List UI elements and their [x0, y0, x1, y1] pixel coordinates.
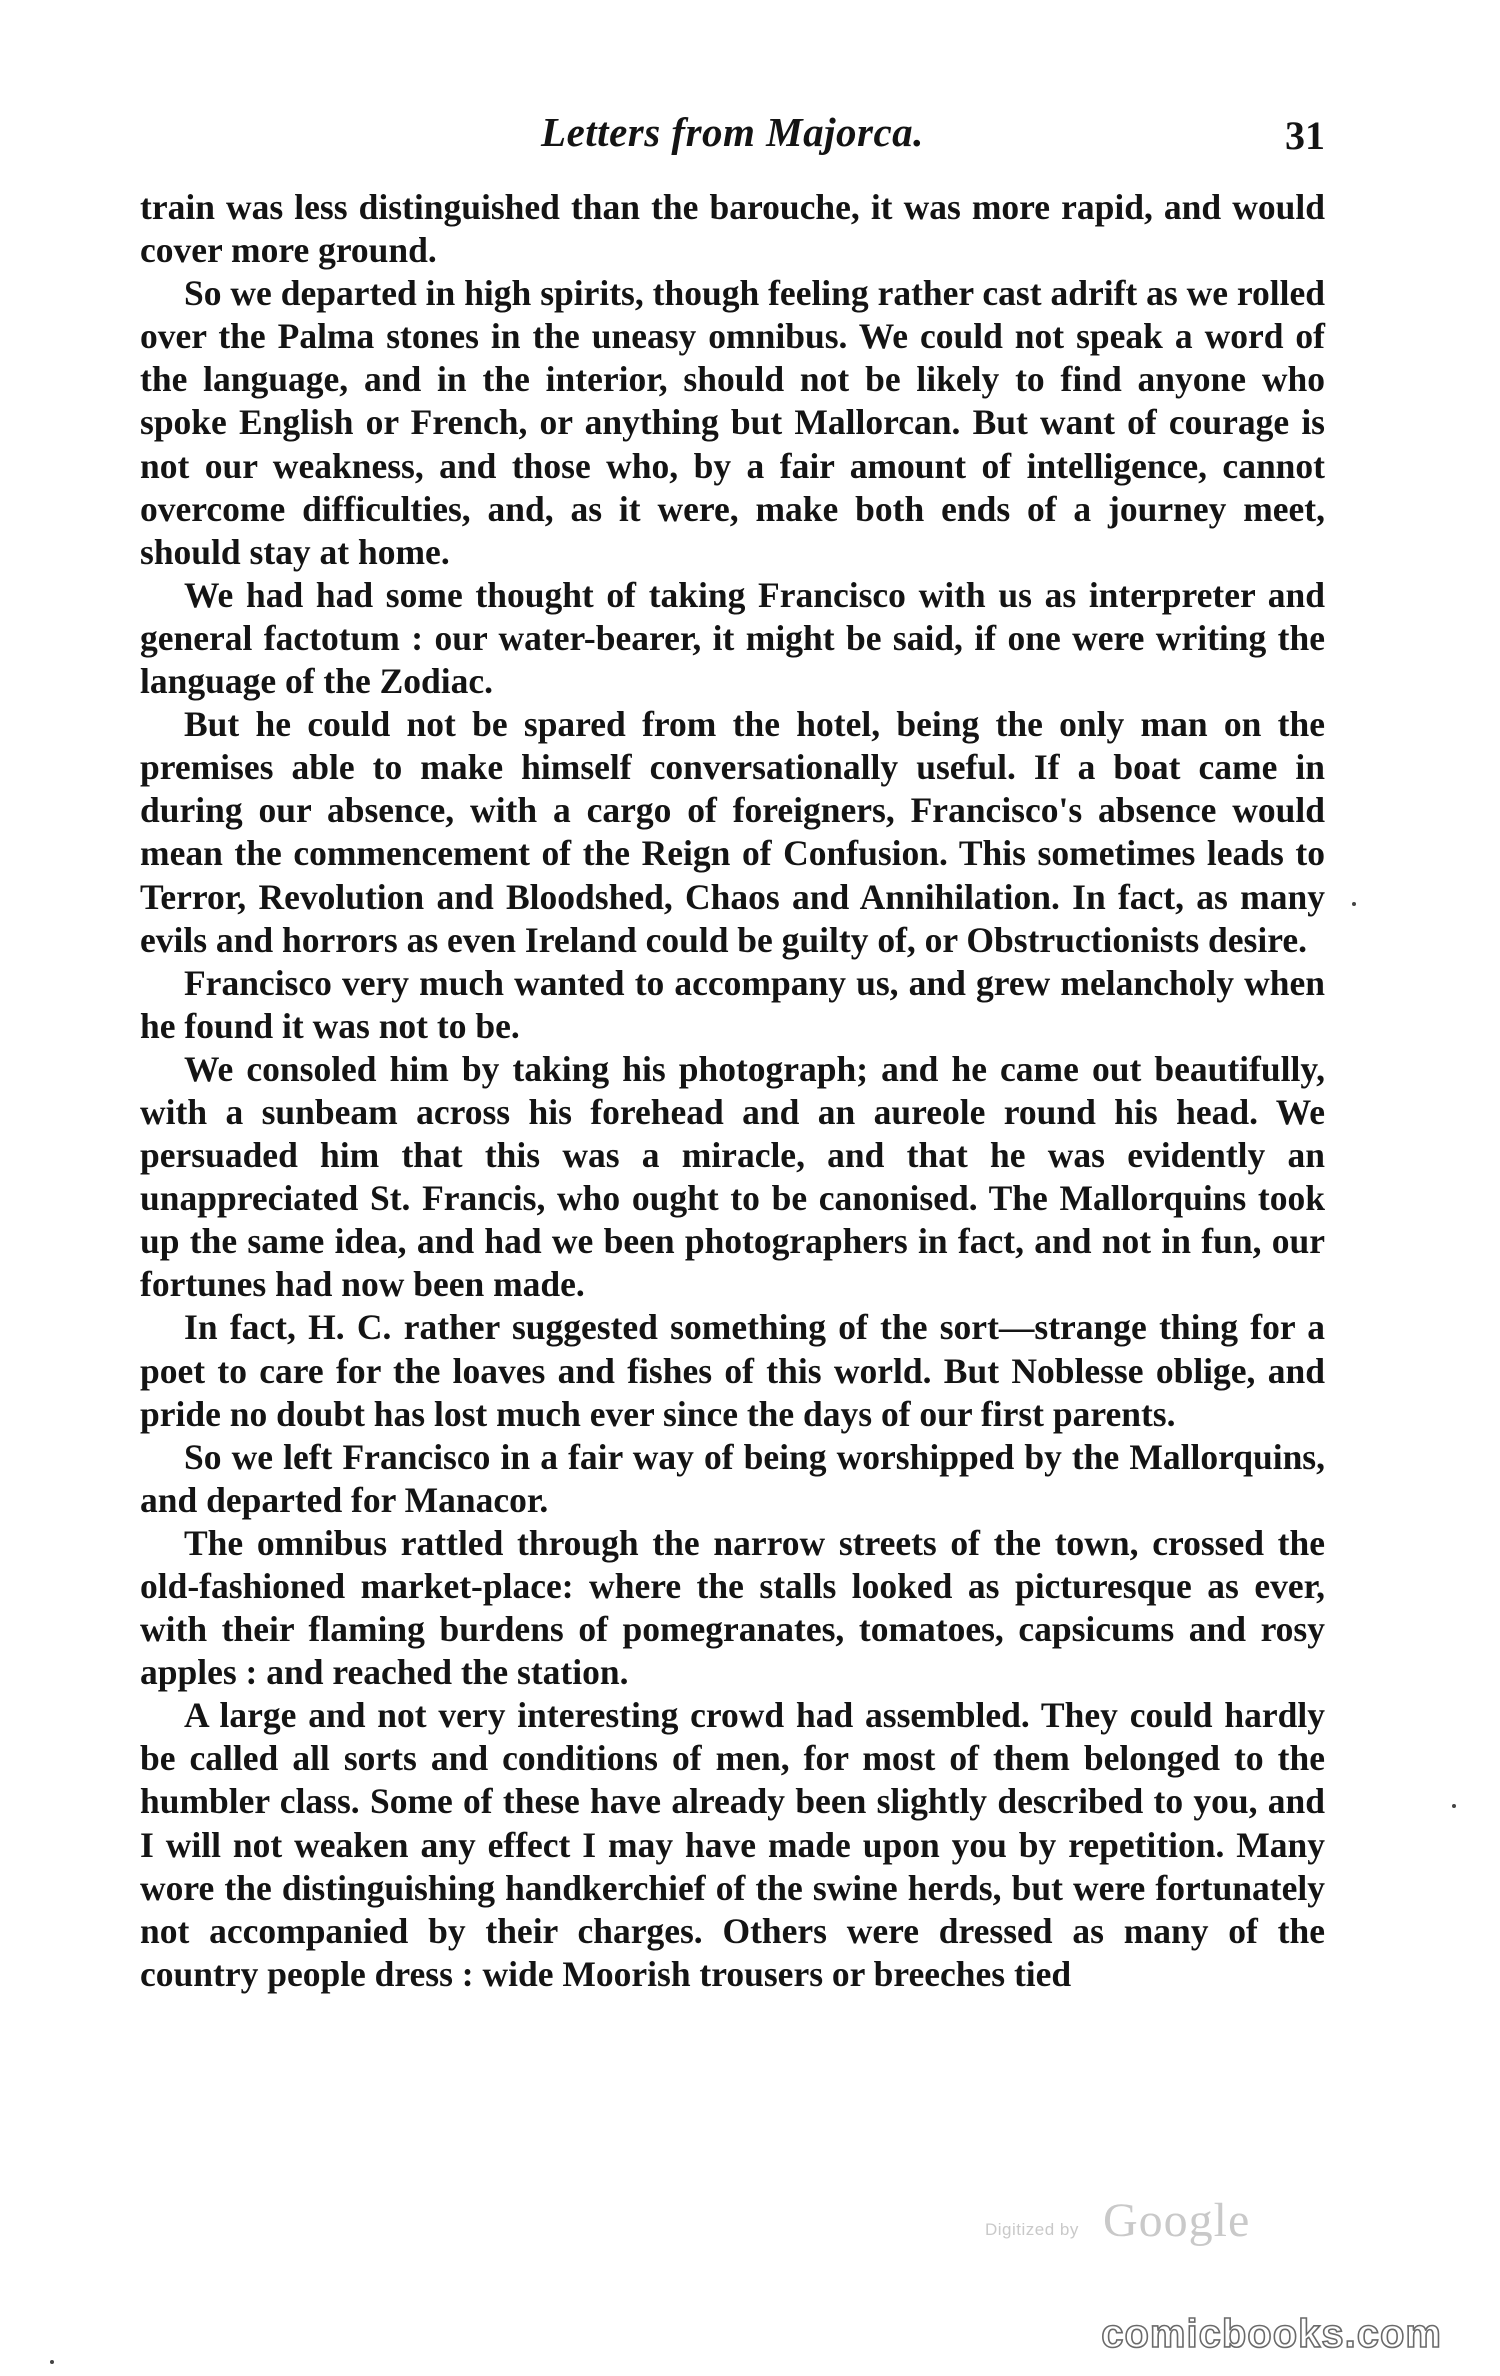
watermark-brand: Google [1103, 2194, 1251, 2247]
watermark-prefix: Digitized by [985, 2220, 1079, 2239]
paragraph-8: So we left Francisco in a fair way of being worshipped by the Mallorquins, and departed for Manacor. [140, 1436, 1325, 1520]
paragraph-3: We had had some thought of taking Francisco with us as interpreter and general factotum : our water-bearer, it might be said, if one were writing the language of the Zodiac. [140, 574, 1325, 702]
page-number: 31 [1285, 113, 1325, 158]
scan-speck [1352, 902, 1356, 906]
paragraph-9: The omnibus rattled through the narrow streets of the town, crossed the old-fashioned market-place: where the stalls looked as picturesque as ever, with their flaming burdens of pomegranates, tomatoes, capsicums and rosy apples : and reached the station. [140, 1522, 1325, 1693]
paragraph-5: Francisco very much wanted to accompany us, and grew melancholy when he found it was not to be. [140, 962, 1325, 1046]
paragraph-7: In fact, H. C. rather suggested something of the sort—strange thing for a poet to care for the loaves and fishes of this world. But Noblesse oblige, and pride no doubt has lost much ever since the days of our first parents. [140, 1307, 1325, 1434]
page-header [140, 108, 1325, 168]
site-stamp: comicbooks.com [1101, 2312, 1442, 2356]
paragraph-2: So we departed in high spirits, though feeling rather cast adrift as we rolled over the Palma stones in the uneasy omnibus. We could not speak a word of the language, and in the interior, should not be likely to find anyone who spoke English or French, or anything but Mallorcan. But want of courage is not our weakness, and those who, by a fair amount of intelligence, cannot overcome difficulties, and, as it were, make both ends of a journey meet, should stay at home. [140, 273, 1325, 572]
google-digitized-watermark [985, 2194, 1285, 2248]
scan-speck [50, 2360, 54, 2364]
paragraph-4: But he could not be spared from the hotel, being the only man on the premises able to make himself conversationally useful. If a boat came in during our absence, with a cargo of foreigners, Francisco's absence would mean the commencement of the Reign of Confusion. This sometimes leads to Terror, Revolution and Bloodshed, Chaos and Annihilation. In fact, as many evils and horrors as even Ireland could be guilty of, or Obstructionists desire. [140, 704, 1325, 960]
running-title: Letters from Majorca. [541, 109, 924, 155]
body-text [140, 186, 1325, 1996]
scan-speck [1452, 1804, 1456, 1808]
paragraph-6: We consoled him by taking his photograph; and he came out beautifully, with a sunbeam across his forehead and an aureole round his head. We persuaded him that this was a miracle, and that he was evidently an unappreciated St. Francis, who ought to be canonised. The Mallorquins took up the same idea, and had we been photographers in fact, and not in fun, our fortunes had now been made. [140, 1048, 1325, 1305]
paragraph-1: train was less distinguished than the barouche, it was more rapid, and would cover more ground. [140, 187, 1325, 271]
paragraph-10: A large and not very interesting crowd had assembled. They could hardly be called all sorts and conditions of men, for most of them belonged to the humbler class. Some of these have already been slightly described to you, and I will not weaken any effect I may have made upon you by repetition. Many wore the distinguishing handkerchief of the swine herds, but were fortunately not accompanied by their charges. Others were dressed as many of the country people dress : wide Moorish trousers or breeches tied [140, 1695, 1325, 1994]
